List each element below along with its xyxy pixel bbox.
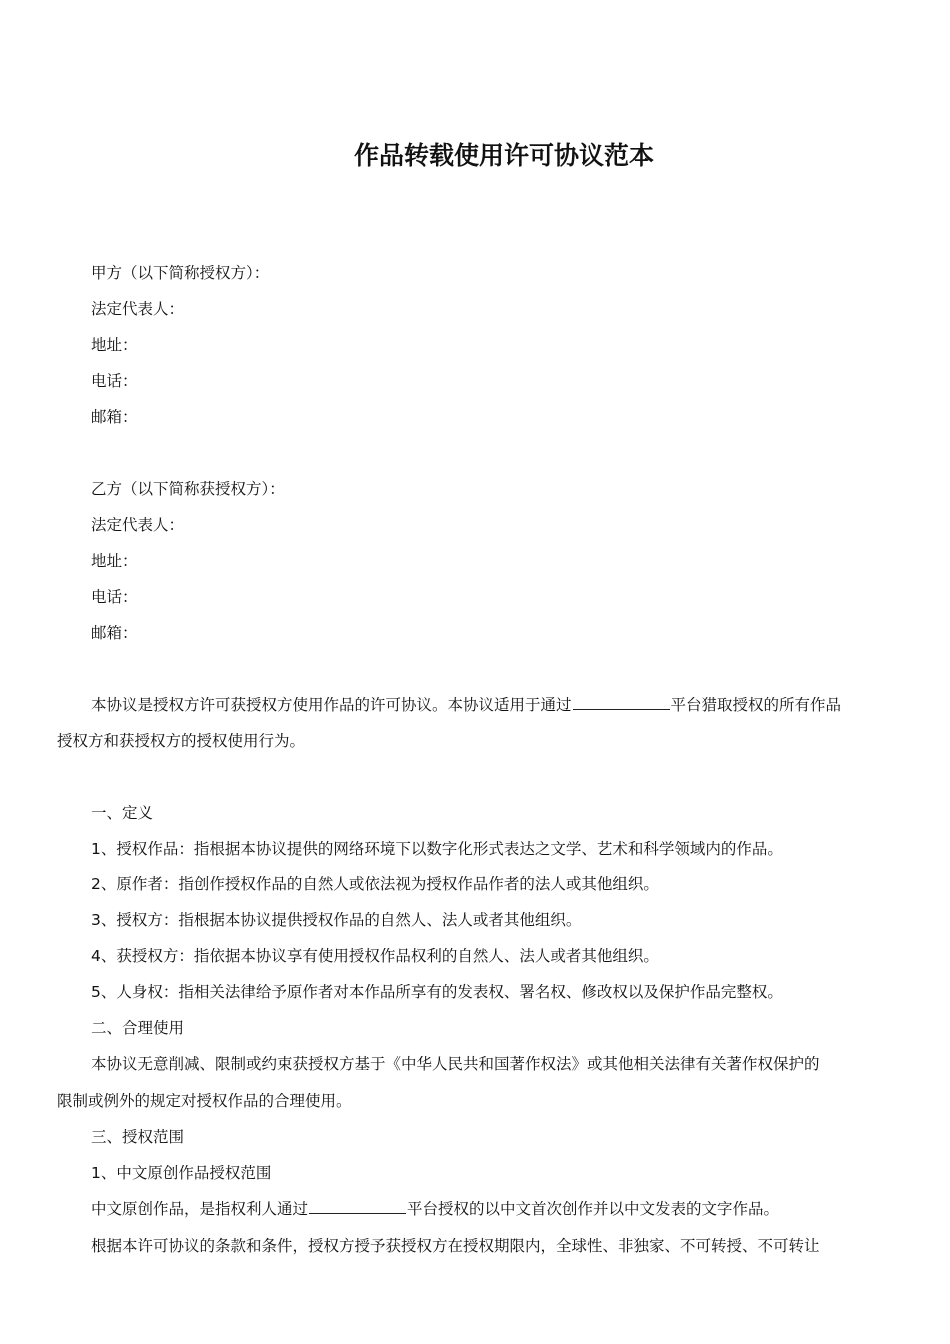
party-b-representative-label: 法定代表人：	[91, 516, 185, 534]
party-b-email-label: 邮箱：	[91, 624, 138, 642]
definition-item: 1、授权作品：指根据本协议提供的网络环境下以数字化形式表达之文学、艺术和科学领域内的作品。	[91, 840, 783, 858]
party-a-heading: 甲方（以下简称授权方）：	[91, 264, 270, 282]
section-definitions-heading: 一、定义	[91, 804, 154, 822]
party-a-representative-label: 法定代表人：	[91, 300, 185, 318]
scope-definition-part1: 中文原创作品，是指权利人通过	[91, 1200, 309, 1218]
scope-grant-line: 根据本许可协议的条款和条件，授权方授予获授权方在授权期限内，全球性、非独家、不可转授、不可转让	[91, 1237, 820, 1255]
intro-text-part1: 本协议是授权方许可获授权方使用作品的许可协议。本协议适用于通过	[91, 696, 572, 714]
scope-definition-line	[91, 1198, 779, 1220]
intro-paragraph-line1	[91, 694, 841, 716]
platform-blank	[573, 694, 670, 710]
document-title: 作品转载使用许可协议范本	[353, 141, 654, 170]
party-a-address-label: 地址：	[91, 336, 138, 354]
definition-item: 3、授权方：指根据本协议提供授权作品的自然人、法人或者其他组织。	[91, 911, 582, 929]
fair-use-paragraph-line1: 本协议无意削减、限制或约束获授权方基于《中华人民共和国著作权法》或其他相关法律有关著作权保护的	[91, 1055, 820, 1073]
party-a-phone-label: 电话：	[91, 372, 138, 390]
intro-text-part2: 平台猎取授权的所有作品	[670, 696, 842, 714]
party-b-address-label: 地址：	[91, 552, 138, 570]
section-scope-heading: 三、授权范围	[91, 1128, 185, 1146]
definition-item: 2、原作者：指创作授权作品的自然人或依法视为授权作品作者的法人或其他组织。	[91, 875, 659, 893]
intro-paragraph-line2: 授权方和获授权方的授权使用行为。	[57, 732, 306, 750]
party-b-phone-label: 电话：	[91, 588, 138, 606]
platform-blank	[309, 1198, 406, 1214]
definition-item: 4、获授权方：指依据本协议享有使用授权作品权利的自然人、法人或者其他组织。	[91, 947, 659, 965]
fair-use-paragraph-line2: 限制或例外的规定对授权作品的合理使用。	[57, 1092, 352, 1110]
scope-definition-part2: 平台授权的以中文首次创作并以中文发表的文字作品。	[407, 1200, 780, 1218]
section-fair-use-heading: 二、合理使用	[91, 1019, 185, 1037]
party-b-heading: 乙方（以下简称获授权方）：	[91, 480, 285, 498]
party-a-email-label: 邮箱：	[91, 408, 138, 426]
definition-item: 5、人身权：指相关法律给予原作者对本作品所享有的发表权、署名权、修改权以及保护作品完整权。	[91, 983, 783, 1001]
scope-subheading: 1、中文原创作品授权范围	[91, 1164, 272, 1182]
